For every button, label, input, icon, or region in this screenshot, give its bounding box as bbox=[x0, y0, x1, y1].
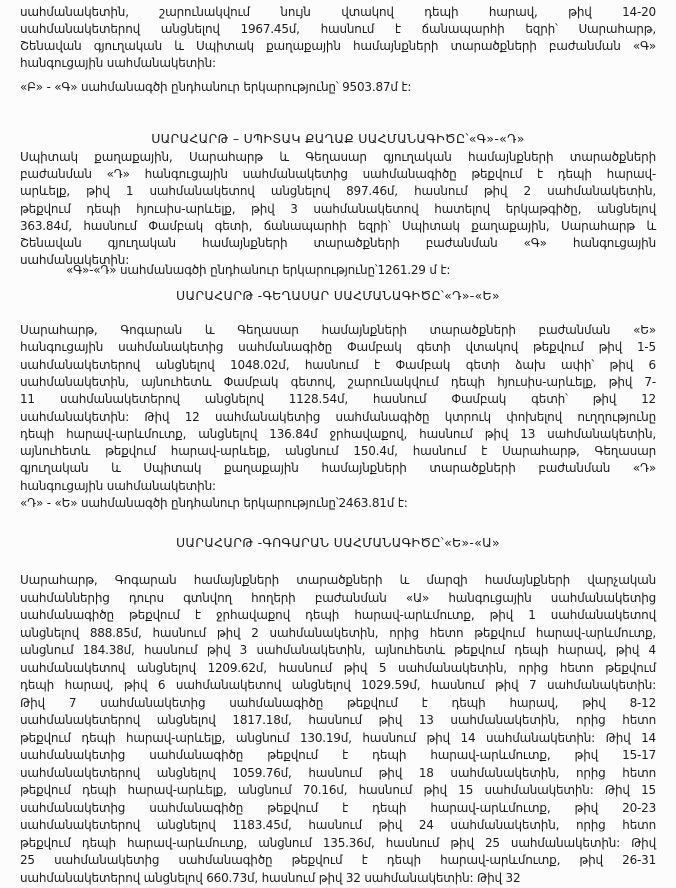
paragraph-line: թեքվում դեպի հարավ-արևմուտք, անցնում 135.36մ, հասնում թիվ 25 սահմանակետին: Թիվ bbox=[20, 835, 656, 850]
paragraph-line: սահմանակետից սահմանագիծը թեքվում է դեպի հարավ-արևմուտք, թիվ 15-17 bbox=[20, 748, 656, 762]
paragraph-line: Սարահարթ, Գոգարան և Գեղասար համայնքների տարածքների բաժանման «Ե» bbox=[20, 323, 656, 337]
paragraph-line: հանգուցային սահմանակետին: bbox=[20, 478, 216, 493]
paragraph-line: սահմանակետերով անցնելով 1967.45մ, հասնում է ճանապարհի եզրի՝ Սարահարթ, bbox=[20, 22, 656, 37]
paragraph-line: սահմանակետին: bbox=[20, 253, 130, 268]
paragraph-line: արևելք, թիվ 1 սահմանակետով անցնելով 897.46մ, հասնում թիվ 2 սահմանակետին, bbox=[20, 184, 656, 199]
paragraph-line: այնուհետև թեքվում հարավ-արևելք, անցնում 150.4մ, հասնում է Սարահարթ, Գեղասար bbox=[20, 444, 656, 459]
section-heading: ՍԱՐԱՀԱՐԹ – ՍՊԻՏԱԿ ՔԱՂԱՔ ՍԱՀՄԱՆԱԳԻԾԸ՝«Գ»-«Դ» bbox=[151, 131, 525, 146]
paragraph-line: 11 սահմանակետերով անցնելով 1128.54մ, հասնում Փամբակ գետի՝ թիվ 12 bbox=[20, 392, 656, 407]
paragraph-line: անցնում 184.38մ, հասնում թիվ 3 սահմանակետին, այնուհետև թեքվում դեպի հարավ, թիվ 4 bbox=[20, 643, 656, 657]
section-heading: ՍԱՐԱՀԱՐԹ -ԳՈԳԱՐԱՆ ՍԱՀՄԱՆԱԳԻԾԸ՝«Ե»-«Ա» bbox=[175, 535, 501, 550]
paragraph-line: Շենավան գյուղական և Սպիտակ քաղաքային համայնքների տարածքների բաժանման «Գ» bbox=[20, 39, 656, 54]
paragraph-line: բաժանման «Դ» հանգուցային սահմանակետից սահմանագիծը թեքվում է դեպի հարավ- bbox=[20, 167, 656, 182]
total-length-line: «Բ» - «Գ» սահմանագծի ընդհանուր երկարությունը՝ 9503.87մ է: bbox=[20, 80, 412, 94]
paragraph-line: հանգուցային սահմանակետից սահմանագիծը Փամբակ գետի վտակով թեքվում թիվ 1-5 bbox=[20, 340, 656, 355]
paragraph-line: սահմանակետերով անցնելով 1817.18մ, հասնում թիվ 13 սահմանակետին, որից հետո bbox=[20, 713, 656, 727]
paragraph-line: սահմանակետից սահմանագիծը թեքվում է դեպի հարավ-արևմուտք, թիվ 20-23 bbox=[20, 800, 656, 815]
paragraph-line: թեքվում դեպի հյուսիս-արևելք, թիվ 3 սահմանակետով հատելով երկաթգիծը, անցնելով bbox=[20, 201, 656, 216]
paragraph-line: սահմանակետերով անցնելով 1048.02մ, հասնում է Փամբակ գետի ձախ ափի՝ թիվ 6 bbox=[20, 357, 656, 372]
paragraph-line: թեքվում դեպի հարավ-արևելք, անցնում 130.19մ, հասնում թիվ 14 սահմանակետին: Թիվ 14 bbox=[20, 730, 656, 745]
paragraph-line: սահմանակետին: Թիվ 12 սահմանակետից սահմանագիծը կտրուկ փոխելով ուղղությունը bbox=[20, 409, 656, 424]
paragraph-line: թեքվում դեպի հարավ-արևելք, անցնում 70.16մ, հասնում թիվ 15 սահմանակետին: Թիվ 15 bbox=[20, 783, 656, 797]
paragraph-line: Սարահարթ, Գոգարան համայնքների տարածքների և մարզի համայնքների վարչական bbox=[20, 573, 656, 587]
paragraph-line: սահմաններից դուրս գտնվող հողերի բաժանման «Ա» հանգուցային սահմանակետից bbox=[20, 590, 656, 605]
section-heading: ՍԱՐԱՀԱՐԹ -ԳԵՂԱՍԱՐ ՍԱՀՄԱՆԱԳԻԾԸ՝«Դ»-«Ե» bbox=[176, 288, 500, 303]
paragraph-line: սահմանակետին, շարունակվում նույն վտակով դեպի հարավ, թիվ 14-20 bbox=[20, 5, 656, 19]
paragraph-line: սահմանակետով անցնելով 1209.62մ, հասնում թիվ 5 սահմանակետին, որից հետո թեքվում bbox=[20, 660, 656, 675]
paragraph-line: սահմանակետերով անցնելով 660.73մ, հասնում թիվ 32 սահմանակետին: Թիվ 32 bbox=[20, 870, 521, 885]
paragraph-line: անցնելով 888.85մ, հասնում թիվ 2 սահմանակետին, որից հետո թեքվում հարավ-արևմուտք, bbox=[20, 625, 656, 640]
paragraph-line: հանգուցային սահմանակետին: bbox=[20, 56, 216, 71]
total-length-line: «Գ»-«Դ» սահմանագծի ընդհանուր երկարությունը՝1261.29 մ է: bbox=[66, 263, 451, 277]
paragraph-line: սահմանակետերով անցնելով 1183.45մ, հասնում թիվ 24 սահմանակետին, որից հետո bbox=[20, 818, 656, 832]
paragraph-line: Շենավան գյուղական համայնքների տարածքների բաժանման «Գ» հանգուցային bbox=[20, 236, 656, 250]
paragraph-line: գյուղական և Սպիտակ քաղաքային համայնքների տարածքների բաժանման «Դ» bbox=[20, 461, 656, 476]
paragraph-line: Սպիտակ քաղաքային, Սարահարթ և Գեղասար գյուղական համայնքների տարածքների bbox=[20, 150, 656, 164]
total-length-line: «Դ» - «Ե» սահմանագծի ընդհանուր երկարությունը՝2463.81մ է: bbox=[20, 496, 408, 510]
paragraph-line: 363.84մ, հասնում Փամբակ գետի, ճանապարհի եզրի՝ Սպիտակ քաղաքային, Սարահարթ և bbox=[20, 218, 656, 233]
paragraph-line: սահմանակետին, այնուհետև Փամբակ գետով, շարունակվում դեպի հյուսիս-արևելք, թիվ 7- bbox=[20, 374, 656, 389]
paragraph-line: դեպի հարավ, թիվ 6 սահմանակետով անցնելով 1029.59մ, հասնում թիվ 7 սահմանակետին: bbox=[20, 678, 656, 692]
paragraph-line: 25 սահմանակետից սահմանագիծը թեքվում է դեպի հարավ-արևմուտք, թիվ 26-31 bbox=[20, 853, 656, 867]
paragraph-line: դեպի հարավ-արևմուտք, անցնելով 136.84մ ջրհավաքով, հասնում թիվ 13 սահմանակետին, bbox=[20, 426, 656, 441]
paragraph-line: սահմանակետերով անցնելով 1059.76մ, հասնում թիվ 18 սահմանակետին, որից հետո bbox=[20, 765, 656, 780]
paragraph-line: Թիվ 7 սահմանակետից սահմանագիծը թեքվում է դեպի հարավ, թիվ 8-12 bbox=[20, 695, 656, 710]
paragraph-line: սահմանագիծը թեքվում է ջրհավաքով դեպի հարավ-արևմուտք, թիվ 1 սահմանակետով bbox=[20, 608, 656, 622]
